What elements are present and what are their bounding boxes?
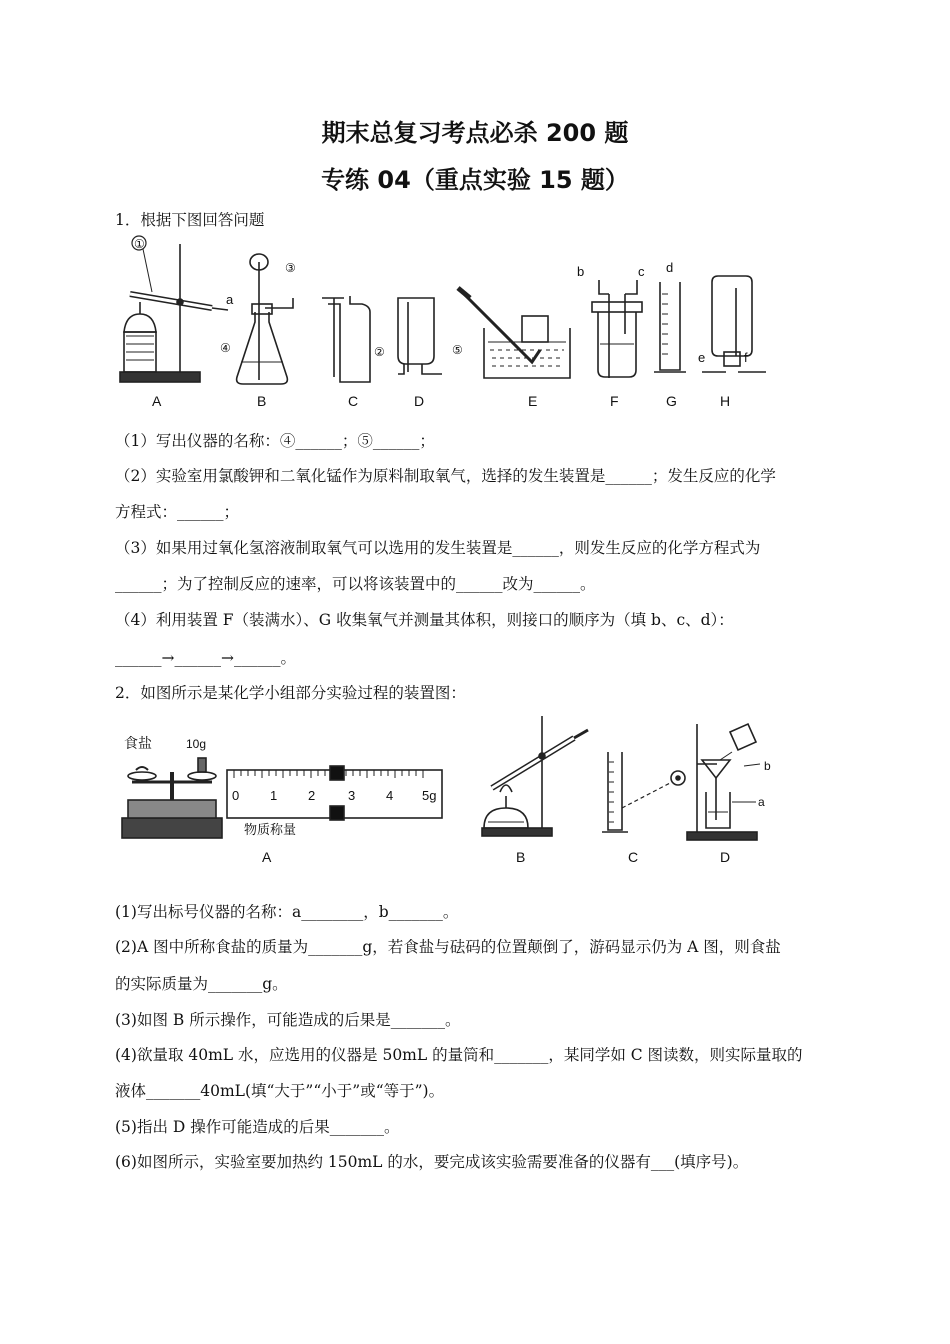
salt-label: 食盐: [124, 735, 152, 751]
q2-apparatus-figure: [112, 712, 792, 872]
marker-4: ④: [220, 341, 231, 355]
marker-2: ②: [374, 345, 385, 359]
port-f: f: [744, 350, 748, 365]
port-a-2: a: [758, 795, 765, 809]
apparatus-e: [452, 288, 570, 378]
marker-3: ③: [285, 261, 296, 275]
port-c: c: [638, 264, 645, 279]
rider-ruler: [227, 766, 442, 837]
q1-line-1: （1）写出仪器的名称：④______；⑤______；: [115, 432, 435, 450]
label-e: E: [528, 393, 538, 409]
label-g: G: [666, 393, 677, 409]
apparatus-f: [577, 264, 645, 378]
filtration-setup: [687, 724, 771, 840]
label-h: H: [720, 393, 731, 409]
page-title: 期末总复习考点必杀 200 题: [321, 119, 629, 147]
label-2a: A: [262, 849, 272, 865]
label-b: B: [257, 393, 267, 409]
q1-line-7: ______→______→______。: [115, 649, 296, 667]
q1-line-4: （3）如果用过氧化氢溶液制取氧气可以选用的发生装置是______，则发生反应的化学方程式为: [115, 539, 761, 557]
q1-line-3: 方程式：______；: [115, 503, 240, 521]
apparatus-c: [322, 296, 385, 382]
weight-label: 10g: [186, 737, 207, 751]
apparatus-h: [698, 276, 766, 372]
q2-line-5: (4)欲量取 40mL 水，应选用的仪器是 50mL 的量筒和_______，某同学如 C 图读数，则实际量取的: [115, 1046, 803, 1064]
measuring-cylinder: [602, 752, 685, 832]
question-2-stem: 2．如图所示是某化学小组部分实验过程的装置图：: [115, 684, 466, 702]
q2-line-6: 液体_______40mL(填“大于”“小于”或“等于”)。: [115, 1082, 445, 1100]
q2-line-3: 的实际质量为_______g。: [115, 975, 288, 993]
q1-line-6: （4）利用装置 F（装满水）、G 收集氧气并测量其体积，则接口的顺序为（填 b、c、d）：: [115, 611, 734, 629]
apparatus-g: [654, 260, 686, 372]
label-2b: B: [516, 849, 526, 865]
ruler-tick-1: 1: [270, 788, 278, 803]
port-e: e: [698, 350, 706, 365]
q1-line-5: ______；为了控制反应的速率，可以将该装置中的______改为______。: [115, 575, 596, 593]
port-a: a: [226, 292, 234, 307]
ruler-tick-3: 3: [348, 788, 356, 803]
heating-setup: [482, 716, 588, 836]
question-1-stem: 1．根据下图回答问题: [115, 211, 265, 229]
label-a: A: [152, 393, 162, 409]
marker-5: ⑤: [452, 343, 463, 357]
q2-line-7: (5)指出 D 操作可能造成的后果_______。: [115, 1118, 400, 1136]
apparatus-a: [120, 236, 234, 382]
label-d: D: [414, 393, 425, 409]
balance-scale: [122, 735, 222, 838]
ruler-tick-5: 5g: [422, 788, 437, 803]
label-c: C: [348, 393, 359, 409]
q2-line-8: (6)如图所示，实验室要加热约 150mL 的水，要完成该实验需要准备的仪器有___(填序号)。: [115, 1153, 749, 1171]
apparatus-b: [220, 254, 296, 384]
q1-line-2: （2）实验室用氯酸钾和二氧化锰作为原料制取氧气，选择的发生装置是______；发生反应的化学: [115, 467, 776, 485]
label-2d: D: [720, 849, 731, 865]
page-subtitle: 专练 04（重点实验 15 题）: [321, 166, 629, 194]
port-d: d: [666, 260, 674, 275]
q2-line-2: (2)A 图中所称食盐的质量为_______g，若食盐与砝码的位置颠倒了，游码显示仍为 A 图，则食盐: [115, 938, 781, 956]
ruler-tick-4: 4: [386, 788, 394, 803]
label-f: F: [610, 393, 619, 409]
ruler-tick-2: 2: [308, 788, 316, 803]
marker-1: ①: [134, 237, 145, 251]
port-b: b: [577, 264, 585, 279]
ruler-caption: 物质称量: [244, 822, 297, 837]
label-2c: C: [628, 849, 639, 865]
apparatus-d: [398, 298, 442, 374]
port-b-2: b: [764, 759, 771, 773]
q2-line-1: (1)写出标号仪器的名称：a________，b_______。: [115, 903, 459, 921]
q2-line-4: (3)如图 B 所示操作，可能造成的后果是_______。: [115, 1011, 461, 1029]
q1-apparatus-figure: [112, 232, 842, 412]
ruler-tick-0: 0: [232, 788, 240, 803]
